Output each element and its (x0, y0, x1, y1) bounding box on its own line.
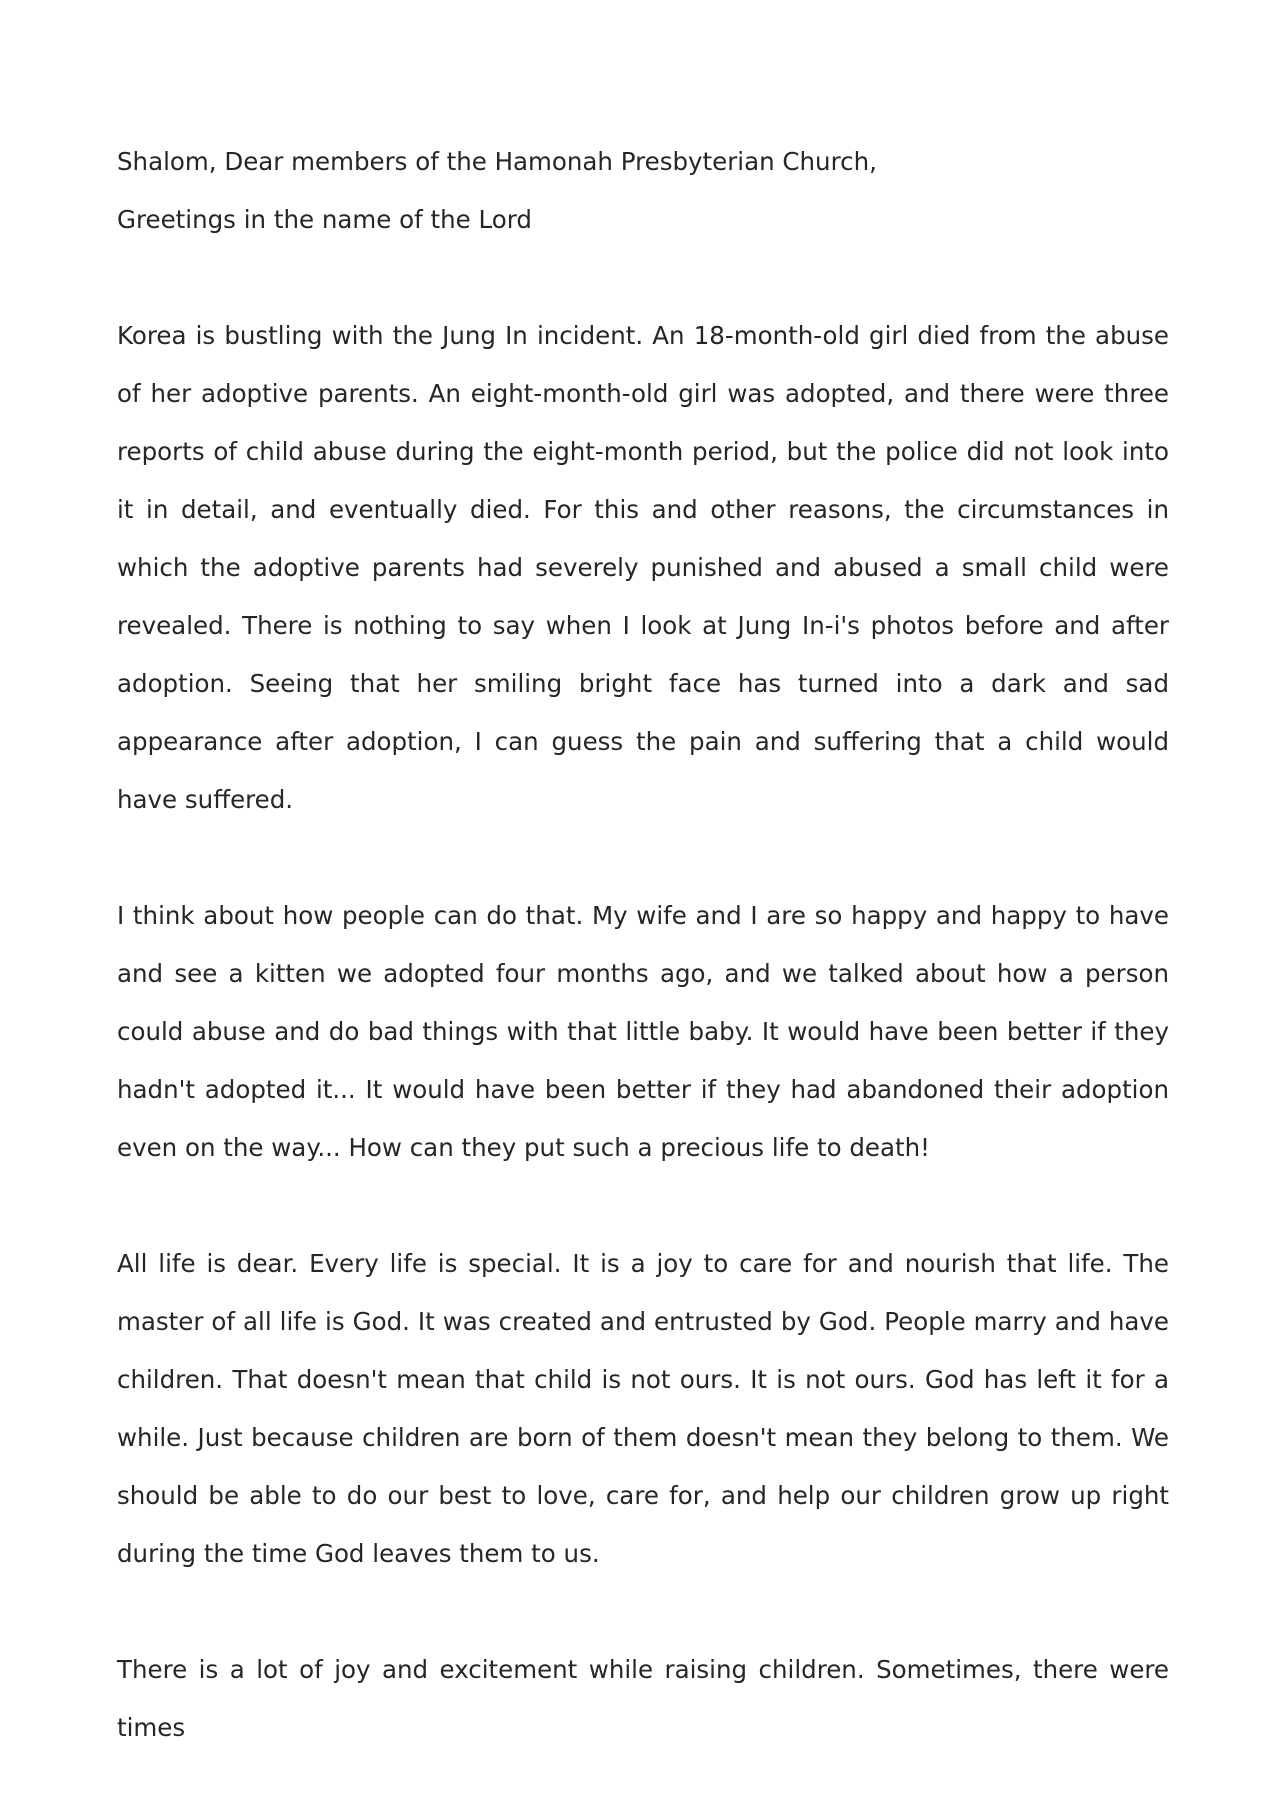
paragraph-jung-in-incident: Korea is bustling with the Jung In incident. An 18-month-old girl died from the abuse of her adoptive parents. An eight-month-old girl was adopted, and there were three reports of child abuse during the eight-month period, but the police did not look into it in detail, and eventually died. For this and other reasons, the circumstances in which the adoptive parents had severely punished and abused a small child were revealed. There is nothing to say when I look at Jung In-i's photos before and after adoption. Seeing that her smiling bright face has turned into a dark and sad appearance after adoption, I can guess the pain and suffering that a child would have suffered. (117, 321, 1169, 814)
greeting-line: Greetings in the name of the Lord (117, 205, 532, 234)
paragraph-life-is-dear: All life is dear. Every life is special. It is a joy to care for and nourish that life. The master of all life is God. It was created and entrusted by God. People marry and have children. That doesn't mean that child is not ours. It is not ours. God has left it for a while. Just because children are born of them doesn't mean they belong to them. We should be able to do our best to love, care for, and help our children grow up right during the time God leaves them to us. (117, 1249, 1169, 1568)
paragraph-raising-children: There is a lot of joy and excitement while raising children. Sometimes, there were times (117, 1655, 1169, 1742)
letter-greeting (117, 133, 1169, 249)
salutation-line: Shalom, Dear members of the Hamonah Presbyterian Church, (117, 147, 877, 176)
letter-body (117, 133, 1169, 1757)
paragraph-reflection: I think about how people can do that. My wife and I are so happy and happy to have and see a kitten we adopted four months ago, and we talked about how a person could abuse and do bad things with that little baby. It would have been better if they hadn't adopted it... It would have been better if they had abandoned their adoption even on the way... How can they put such a precious life to death! (117, 901, 1169, 1162)
